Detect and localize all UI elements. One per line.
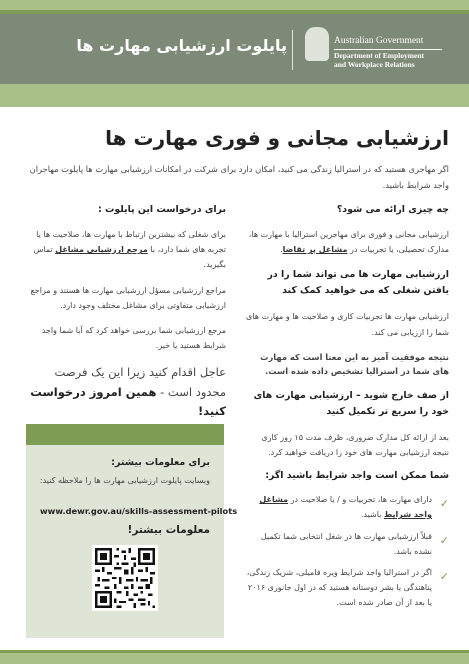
cta-text: عاجل اقدام کنید زیرا این یک فرصت محدود است - xyxy=(54,365,226,399)
help-heading: ارزشیابی مهارت ها می تواند شما را در یافتن شغلی که می خواهید کمک کند xyxy=(267,269,449,297)
apply-text: برای شغلی که بیشترین ارتباط با مهارت ها، صلاحیت ها یا تجربه های شما دارد، با xyxy=(36,230,226,255)
left-column xyxy=(26,204,226,422)
checkmark-icon: ✓ xyxy=(439,497,449,511)
eligibility-heading: شما ممکن است واجد شرایط باشید اگر: xyxy=(265,470,449,482)
call-to-action xyxy=(26,363,226,422)
apply-text-end: تماس بگیرید. xyxy=(33,245,226,270)
eligibility-item xyxy=(245,530,449,560)
government-logo xyxy=(334,36,442,69)
check-paragraph: مرجع ارزشیابی شما بررسی خواهد کرد که آیا شما واجد شرایط هستید یا خیر. xyxy=(41,325,226,351)
header-green-bar xyxy=(0,84,469,107)
more-info-box xyxy=(26,424,238,638)
department-name: Department of Employment xyxy=(334,50,424,60)
eligibility-text: اگر در استرالیا واجد شرایط ویزه فامیلی، شریک زندگی، پناهندگی یا بشر دوستانه هستید که در اول جانوری ۲۰۱۶ یا بعد از آن صادر شده است. xyxy=(246,568,432,608)
eligibility-text: دارای مهارت ها، تجربیات و / یا صلاحیت در xyxy=(288,495,432,505)
help-paragraph: ارزشیابی مهارت ها تجربیات کاری و صلاحیت ها و مهارت های شما را ارزیابی می کند. xyxy=(246,312,449,337)
department-name-2: and Workplace Relations xyxy=(334,59,415,69)
gov-name: Australian Government xyxy=(334,36,424,46)
bottom-green-strip xyxy=(0,650,469,664)
info-box-description: وبسایت پایلوت ارزشیابی مهارت ها را ملاحظه کنید: xyxy=(39,476,210,485)
eligibility-item xyxy=(245,566,449,610)
checkmark-icon: ✓ xyxy=(439,570,449,584)
pilot-title: پایلوت ارزشیابی مهارت ها xyxy=(76,36,287,55)
coat-of-arms-icon xyxy=(305,27,329,61)
queue-paragraph: بعد از ارائه کل مدارک ضروری، ظرف مدت ۱۵ روز کاری نتیجه ارزشیابی مهارت های خود را دریافت خواهید کرد. xyxy=(261,432,449,458)
eligibility-text: قبلاً ارزشیابی مهارت ها در شغل انتخابی شما تکمیل نشده باشد. xyxy=(260,531,432,556)
apply-heading: برای درخواست این پایلوت : xyxy=(97,204,226,215)
apply-paragraph xyxy=(26,227,226,273)
eligibility-list xyxy=(245,493,449,611)
right-column xyxy=(245,204,449,618)
assessing-authority-link[interactable]: مرجع ارزشیابی مشاغل xyxy=(55,245,148,255)
page-title: ارزشیابی مجانی و فوری مهارت ها xyxy=(105,126,449,150)
info-box-header-bar xyxy=(26,424,224,445)
offer-paragraph xyxy=(245,227,449,257)
gov-logo-rule xyxy=(334,49,442,50)
offer-text: ارزشیابی مجانی و فوری برای مهاجرین استرالیا با مهارت ها، مدارک تحصیلی، یا تجربیات در xyxy=(248,230,449,255)
eligibility-text-end: باشید. xyxy=(360,510,384,520)
qr-code-icon[interactable] xyxy=(92,545,158,611)
cta-apply-now: همین امروز درخواست کنید! xyxy=(30,384,226,419)
header-divider xyxy=(292,30,293,70)
queue-heading: از صف خارج شوید – ارزشیابی مهارت های خود را سریع تر تکمیل کنید xyxy=(253,389,449,417)
more-info-label: معلومات بیشتر! xyxy=(127,524,210,536)
header-banner xyxy=(0,14,469,84)
top-green-strip xyxy=(0,0,469,14)
authorities-paragraph: مراجع ارزشیابی مسؤل ارزشیابی مهارت ها هستند و مراجع ارزشیابی متفاوتی برای مشاغل مختلف وجود دارد. xyxy=(30,285,226,310)
offer-heading: چه چیزی ارائه می شود؟ xyxy=(336,204,449,215)
info-box-title: برای معلومات بیشتر: xyxy=(111,457,210,468)
pilot-website-link[interactable]: www.dewr.gov.au/skills-assessment-pilots xyxy=(40,506,238,516)
checkmark-icon: ✓ xyxy=(439,533,449,547)
success-note: نتیجه موفقیت آمیز به این معنا است که مهارت های شما در استرالیا تشخیص داده شده است. xyxy=(260,351,449,376)
eligible-occupations-link[interactable]: مشاغل واجد شرایط xyxy=(259,495,432,520)
offer-text-end: . xyxy=(280,245,283,255)
in-demand-jobs-link[interactable]: مشاغل پر تقاضا xyxy=(282,245,348,255)
intro-paragraph: اگر مهاجری هستید که در استرالیا زندگی می کنید، امکان دارد برای شرکت در امکانات ارزشیابی مهارت ها پایلوت مهاجران واجد شرایط باشید. xyxy=(29,164,449,191)
eligibility-item xyxy=(245,493,449,523)
